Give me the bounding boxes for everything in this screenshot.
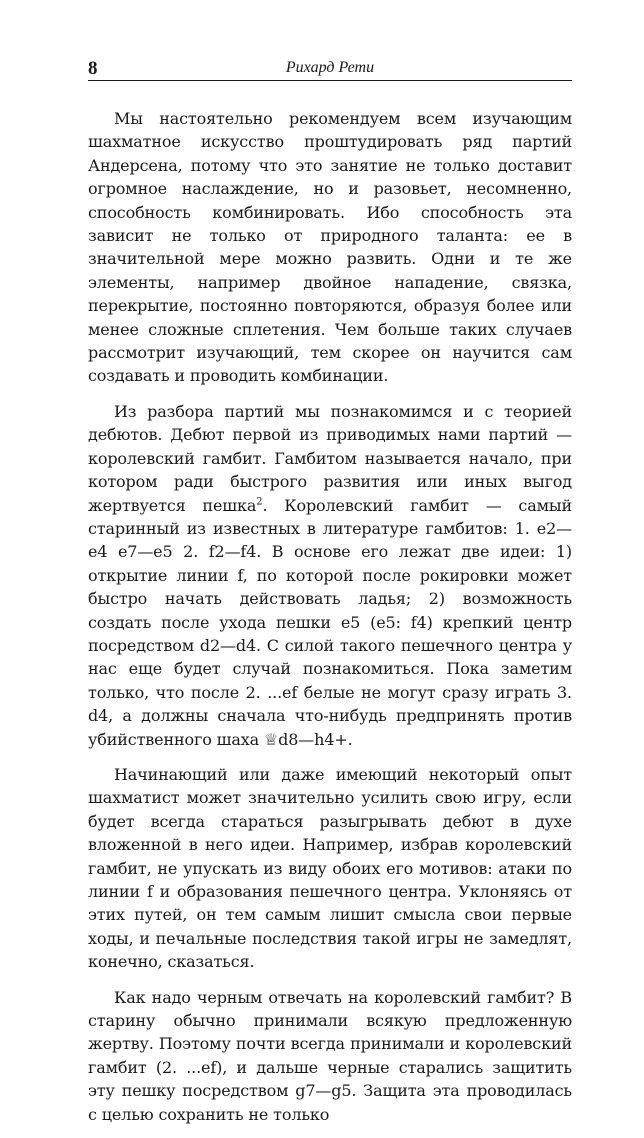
book-title: Рихард Рети (285, 59, 375, 76)
paragraph-kings-gambit-intro (88, 400, 572, 751)
page-number: 8 (88, 58, 98, 79)
book-page (88, 50, 572, 1138)
footnote-reference: 2 (256, 496, 263, 508)
paragraph-black-reply: Как надо черным отвечать на королевский гамбит? В старину обычно принимали всякую предложенную жертву. Поэтому почти всегда принимали и королевский гамбит (2. ...ef), и дальше черные старались защитить эту пешку посредством g7—g5. Защита эта проводилась с целью сохранить не только (88, 987, 572, 1124)
body-text (88, 107, 572, 1126)
paragraph-text: Из разбора партий мы познакомимся и с теорией дебютов. Дебют первой из приводимых нами партий — королевский гамбит. Гамбитом называется начало, при котором ради быстрого развития или иных выгод жертвуется пешка (88, 401, 572, 515)
paragraph-text: d8—h4+. (278, 729, 353, 749)
paragraph-andersen: Мы настоятельно рекомендуем всем изучающим шахматное искусство проштудировать ряд партий Андерсена, потому что это занятие не только доставит огромное наслаждение, но и разовьет, несомненно, способность комбинировать. Ибо способность эта зависит не только от природного таланта: ее в значительной мере можно развить. Одни и те же элементы, например двойное нападение, связка, перекрытие, постоянно повторяются, образуя более или менее сложные сплетения. Чем больше таких случаев рассмотрит изучающий, тем скорее он научится сам создавать и проводить комбинации. (88, 109, 572, 386)
paragraph-opening-idea: Начинающий или даже имеющий некоторый опыт шахматист может значительно усилить свою игру, если будет всегда стараться разыгрывать дебют в духе вложенной в него идеи. Например, избрав королевский гамбит, не упускать из виду обоих его мотивов: атаки по линии f и образования пешечного центра. Уклоняясь от этих путей, он тем самым лишит смысла свои первые ходы, и печальные последствия такой игры не замедлят, конечно, сказаться. (88, 764, 572, 972)
queen-icon: ♕ (263, 729, 279, 749)
paragraph-text: . Королевский гамбит — самый старинный из известных в литературе гамбитов: 1. e2—e4 e7—e5 2. f2—f4. В основе его лежат две идеи: 1) открытие линии f, по которой после рокировки может быстро начать действовать ладья; 2) возможность создать после ухода пешки e5 (e5: f4) крепкий центр посредством d2—d4. С силой такого пешечного центра у нас еще будет случай познакомиться. Пока заметим только, что после 2. ...ef белые не могут сразу играть 3. d4, а должны сначала что-нибудь предпринять против убийственного шаха (88, 495, 573, 749)
running-header (88, 50, 572, 81)
